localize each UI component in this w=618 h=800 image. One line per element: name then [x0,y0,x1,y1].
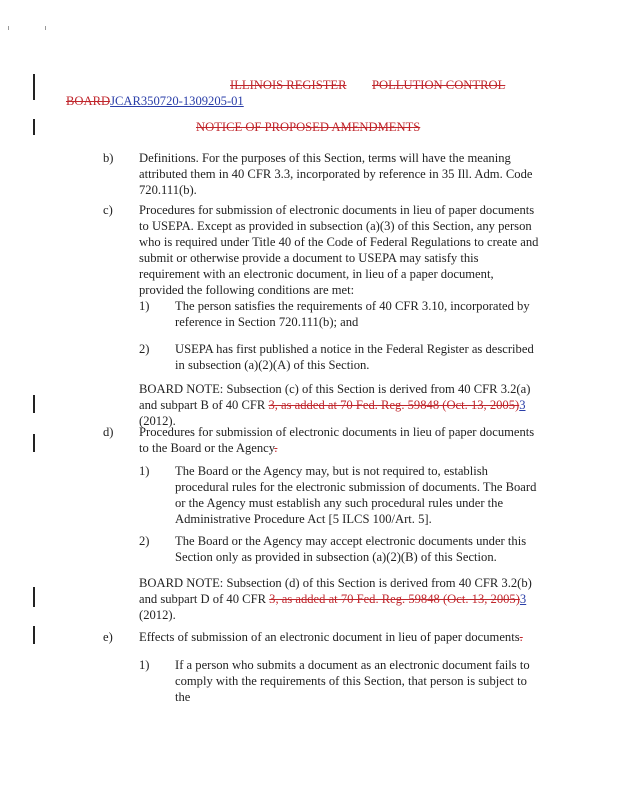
scan-speck [8,26,9,30]
section-c-label: c) [103,203,113,217]
section-d-deleted: . [274,441,278,455]
section-e-item1-text: If a person who submits a document as an electronic document fails to comply with the requirements of this Section, that person is subject to the [175,658,530,704]
note-added: 3 [519,398,526,412]
section-c-item1-text: The person satisfies the requirements of 40 CFR 3.10, incorporated by reference in Section 720.111(b); and [175,299,530,329]
note-year: (2012). [139,608,176,622]
section-c-item2-text: USEPA has first published a notice in the Federal Register as described in subsection (a)(2)(A) of this Section. [175,342,534,372]
change-bar [33,587,35,607]
section-d-main: Procedures for submission of electronic documents in lieu of paper documents to the Board or the Agency [139,425,535,455]
change-bar [33,74,35,100]
scan-speck [45,26,46,30]
section-c-item2-label: 2) [139,342,150,356]
section-c-text: Procedures for submission of electronic documents in lieu of paper documents to USEPA. Except as provided in subsection (a)(3) of this Section, any person who is required under Title 40 of the Code of Federal Regulations to create and submit or otherwise provide a document to USEPA may satisfy this requirement with an electronic document, in lieu of a paper document, provided the following conditions are met: [139,203,539,297]
section-d-item2-label: 2) [139,534,150,548]
board-deleted: BOARD [66,94,111,108]
change-bar [33,119,35,135]
section-d-item1-label: 1) [139,464,150,478]
note-deleted: 3, as added at 70 Fed. Reg. 59848 (Oct. 13, 2005) [269,592,520,606]
jcar-number: JCAR350720-1309205-01 [110,94,244,108]
section-d-label: d) [103,425,114,439]
register-title: ILLINOIS REGISTER [230,78,347,92]
section-e-deleted: . [519,630,523,644]
section-c-board-note [139,381,539,429]
section-e-item1-label: 1) [139,658,150,672]
note-text: BOARD NOTE: Subsection (d) of this Section is derived from 40 CFR 3.2(b) and subpart D of 40 CFR [139,576,532,606]
agency-title: POLLUTION CONTROL [372,78,506,92]
section-d-item2-text: The Board or the Agency may accept electronic documents under this Section only as provided in subsection (a)(2)(B) of this Section. [175,534,527,564]
section-c-item1-label: 1) [139,299,150,313]
section-b-text: Definitions. For the purposes of this Section, terms will have the meaning attributed them in 40 CFR 3.3, incorporated by reference in 35 Ill. Adm. Code 720.111(b). [139,151,533,197]
notice-title: NOTICE OF PROPOSED AMENDMENTS [196,120,421,134]
section-b-label: b) [103,151,114,165]
section-e-text [139,629,539,645]
section-d-item1-text: The Board or the Agency may, but is not required to, establish procedural rules for the electronic submission of documents. The Board or the Agency must establish any such procedural rules under the Administrative Procedure Act [5 ILCS 100/Art. 5]. [175,464,537,526]
change-bar [33,434,35,452]
board-line [66,93,244,109]
change-bar [33,626,35,644]
note-year: (2012). [139,414,176,428]
section-d-text [139,424,537,456]
note-added: 3 [519,592,527,606]
note-deleted: 3, as added at 70 Fed. Reg. 59848 (Oct. 13, 2005) [268,398,520,412]
section-d-board-note [139,575,537,623]
change-bar [33,395,35,413]
note-text: BOARD NOTE: Subsection (c) of this Section is derived from 40 CFR 3.2(a) and subpart B of 40 CFR [139,382,531,412]
section-e-main: Effects of submission of an electronic document in lieu of paper documents [139,630,520,644]
section-e-label: e) [103,630,113,644]
